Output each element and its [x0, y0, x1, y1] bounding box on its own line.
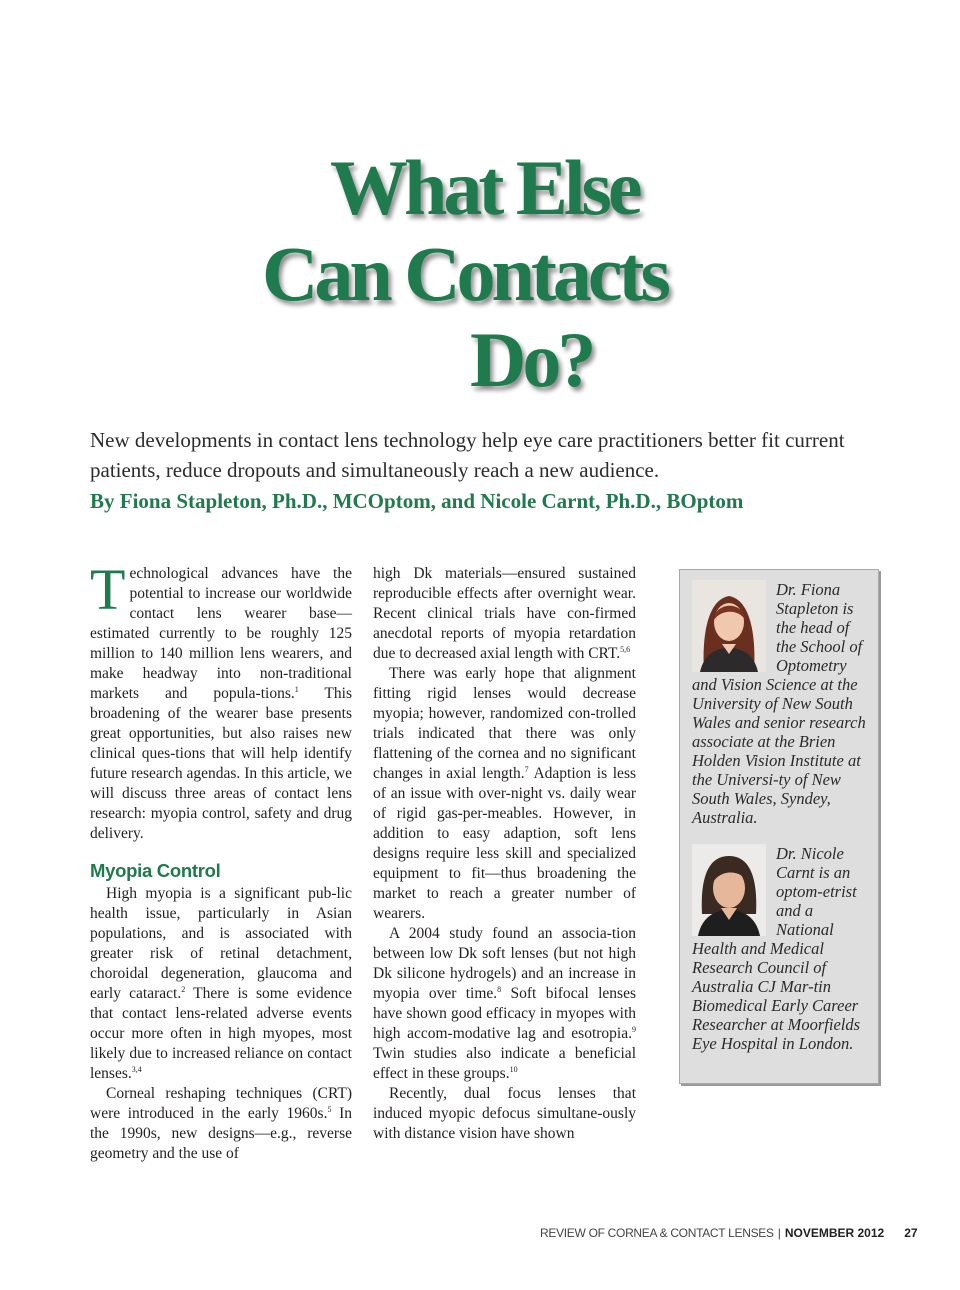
reference-marker: 3,4 — [131, 1065, 142, 1074]
author-bio-carnt: Dr. Nicole Carnt is an optom-etrist and a National Health and Medical Research Council of Australia CJ Mar-tin Biomedical Early Career Researcher at Moorfields Eye Hospital in London. — [692, 844, 861, 1053]
reference-marker: 10 — [509, 1065, 518, 1074]
body-paragraph: Technological advances have the potential to increase our worldwide contact lens wearer base—estimated currently to be roughly 125 million to 140 million lens wearers, and make headway into non-traditional markets and popula-tions.$^1$ This broadening of the wearer base presents great opportunities, but also raises new clinical ques-tions that will help identify future research agendas. In this article, we will discuss three areas of contact lens research: myopia control, safety and drug delivery. — [90, 557, 352, 842]
issue-date: NOVEMBER 2012 — [784, 1226, 885, 1240]
drop-cap: T — [90, 557, 126, 622]
reference-marker: 2 — [181, 985, 186, 994]
author-photo-stapleton — [692, 580, 766, 672]
reference-marker: 5,6 — [620, 645, 631, 654]
article-byline: By Fiona Stapleton, Ph.D., MCOptom, and Nicole Carnt, Ph.D., BOptom — [90, 489, 744, 513]
reference-marker: 9 — [632, 1025, 636, 1034]
body-paragraph: High myopia is a significant pub-lic health issue, particularly in Asian populations, and is associated with greater risk of retinal detachment, choroidal degeneration, glaucoma and early cataract.$^2$ There is some evidence that contact lens-related adverse events occur more often in high myopes, most likely due to increased reliance on contact lenses.$^{3,4}$ — [90, 885, 352, 1082]
author-bio-sidebar — [679, 569, 879, 1084]
body-paragraph: high Dk materials—ensured sustained reproducible effects after overnight wear. Recent clinical trials have con-firmed anecdotal reports of myopia retardation due to decreased axial length with CRT.$^{5,6}$ — [373, 565, 636, 662]
article-title-line-3: Do? — [470, 316, 593, 403]
publication-name: REVIEW OF CORNEA & CONTACT LENSES — [540, 1226, 774, 1240]
page-number: 27 — [904, 1226, 918, 1240]
footer-separator: | — [777, 1226, 781, 1240]
article-title-line-2: Can Contacts — [262, 230, 667, 317]
article-title-line-1: What Else — [330, 144, 639, 231]
body-paragraph: Corneal reshaping techniques (CRT) were introduced in the early 1960s.$^5$ In the 1990s, new designs—e.g., reverse geometry and the use of — [90, 1085, 352, 1162]
body-column-2 — [373, 564, 636, 1144]
body-paragraph: A 2004 study found an associa-tion between low Dk soft lenses (but not high Dk silicone hydrogels) and an increase in myopia over time.$^8$ Soft bifocal lenses have shown good efficacy in myopes with high accom-modative lag and esotropia.$^9$ Twin studies also indicate a beneficial effect in these groups.$^{10}$ — [373, 925, 636, 1082]
article-deck: New developments in contact lens technology help eye care practitioners better fit current patients, reduce dropouts and simultaneously reach a new audience. — [90, 428, 845, 482]
body-column-1 — [90, 557, 352, 1164]
author-bio-stapleton: Dr. Fiona Stapleton is the head of the School of Optometry and Vision Science at the University of New South Wales and senior research associate at the Brien Holden Vision Institute at the Universi-ty of New South Wales, Syndey, Australia. — [692, 580, 866, 827]
reference-marker: 7 — [524, 765, 529, 774]
page-footer — [540, 1226, 918, 1240]
reference-marker: 8 — [497, 985, 502, 994]
body-paragraph: There was early hope that alignment fitting rigid lenses would decrease myopia; however, randomized con-trolled trials indicated that there was only flattening of the cornea and no significant changes in axial length.$^7$ Adaption is less of an issue with over-night vs. daily wear of rigid gas-per-meables. However, in addition to easy adaption, soft lens designs require less skill and specialized equipment to fit—thus broadening the market to reach a greater number of wearers. — [373, 665, 637, 922]
author-photo-carnt — [692, 844, 766, 936]
reference-marker: 5 — [327, 1105, 332, 1114]
body-paragraph: Recently, dual focus lenses that induced myopic defocus simultane-ously with distance vision have shown — [373, 1085, 636, 1142]
reference-marker: 1 — [294, 685, 299, 694]
section-heading-myopia-control: Myopia Control — [90, 860, 221, 881]
